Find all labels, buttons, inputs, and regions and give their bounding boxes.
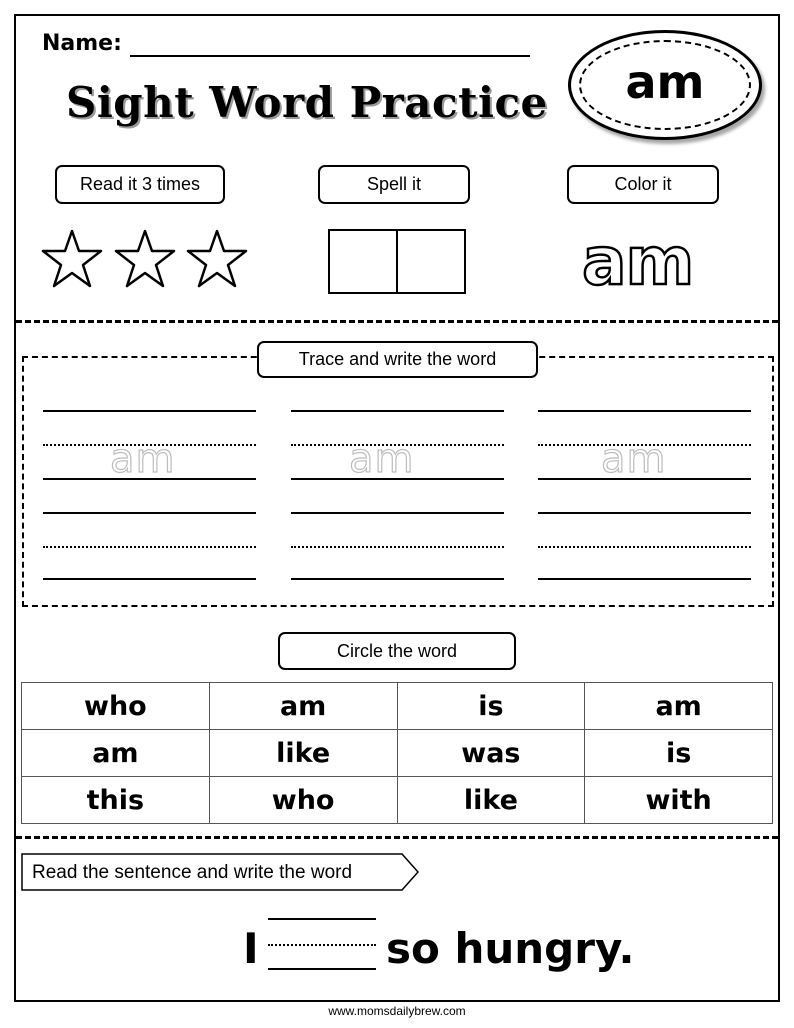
sight-word: am [625, 55, 705, 109]
word-cell[interactable]: am [209, 683, 397, 730]
trace-label: Trace and write the word [257, 341, 538, 378]
answer-top-line [268, 918, 376, 920]
word-cell[interactable]: with [585, 777, 773, 824]
guide-line [291, 578, 504, 580]
table-row [22, 777, 773, 824]
guide-line [43, 410, 256, 412]
read-it-label: Read it 3 times [55, 165, 225, 204]
sentence-word-before: I [243, 924, 259, 973]
word-cell[interactable]: was [397, 730, 585, 777]
circle-word-table [21, 682, 773, 824]
word-cell[interactable]: who [22, 683, 210, 730]
circle-label: Circle the word [278, 632, 516, 670]
word-cell[interactable]: this [22, 777, 210, 824]
star-icon[interactable] [43, 231, 101, 286]
guide-line [291, 512, 504, 514]
spell-it-label: Spell it [318, 165, 470, 204]
trace-word[interactable]: am [601, 436, 667, 482]
section-divider [16, 836, 778, 839]
name-write-line[interactable] [130, 55, 530, 57]
answer-dotted-line [268, 944, 376, 946]
section-divider [16, 320, 778, 323]
table-row [22, 730, 773, 777]
spell-boxes [328, 229, 466, 294]
color-word-outline[interactable]: am [582, 223, 694, 300]
trace-word[interactable]: am [110, 436, 176, 482]
trace-area [22, 356, 774, 607]
word-cell[interactable]: is [397, 683, 585, 730]
sentence-word-after: so hungry. [386, 924, 635, 973]
star-icon[interactable] [188, 231, 246, 286]
word-cell[interactable]: like [397, 777, 585, 824]
name-label: Name: [42, 31, 122, 56]
guide-line [291, 410, 504, 412]
word-cell[interactable]: am [585, 683, 773, 730]
guide-line [43, 512, 256, 514]
color-it-label: Color it [567, 165, 719, 204]
guide-line [538, 512, 751, 514]
table-row [22, 683, 773, 730]
sentence-label: Read the sentence and write the word [32, 862, 353, 883]
spell-letter-box[interactable] [398, 231, 464, 292]
word-cell[interactable]: who [209, 777, 397, 824]
spell-letter-box[interactable] [330, 231, 398, 292]
sight-word-badge [568, 30, 762, 140]
guide-line [43, 578, 256, 580]
word-cell[interactable]: is [585, 730, 773, 777]
answer-write-line[interactable] [268, 968, 376, 970]
word-cell[interactable]: am [22, 730, 210, 777]
trace-word[interactable]: am [349, 436, 415, 482]
guide-dotted-line [291, 546, 504, 548]
star-icon[interactable] [116, 231, 174, 286]
footer-website: www.momsdailybrew.com [328, 1004, 466, 1018]
guide-dotted-line [538, 546, 751, 548]
guide-line [538, 410, 751, 412]
guide-line [538, 578, 751, 580]
word-cell[interactable]: like [209, 730, 397, 777]
stars-group [40, 228, 250, 292]
guide-dotted-line [43, 546, 256, 548]
page-title: Sight Word Practice [66, 78, 548, 127]
